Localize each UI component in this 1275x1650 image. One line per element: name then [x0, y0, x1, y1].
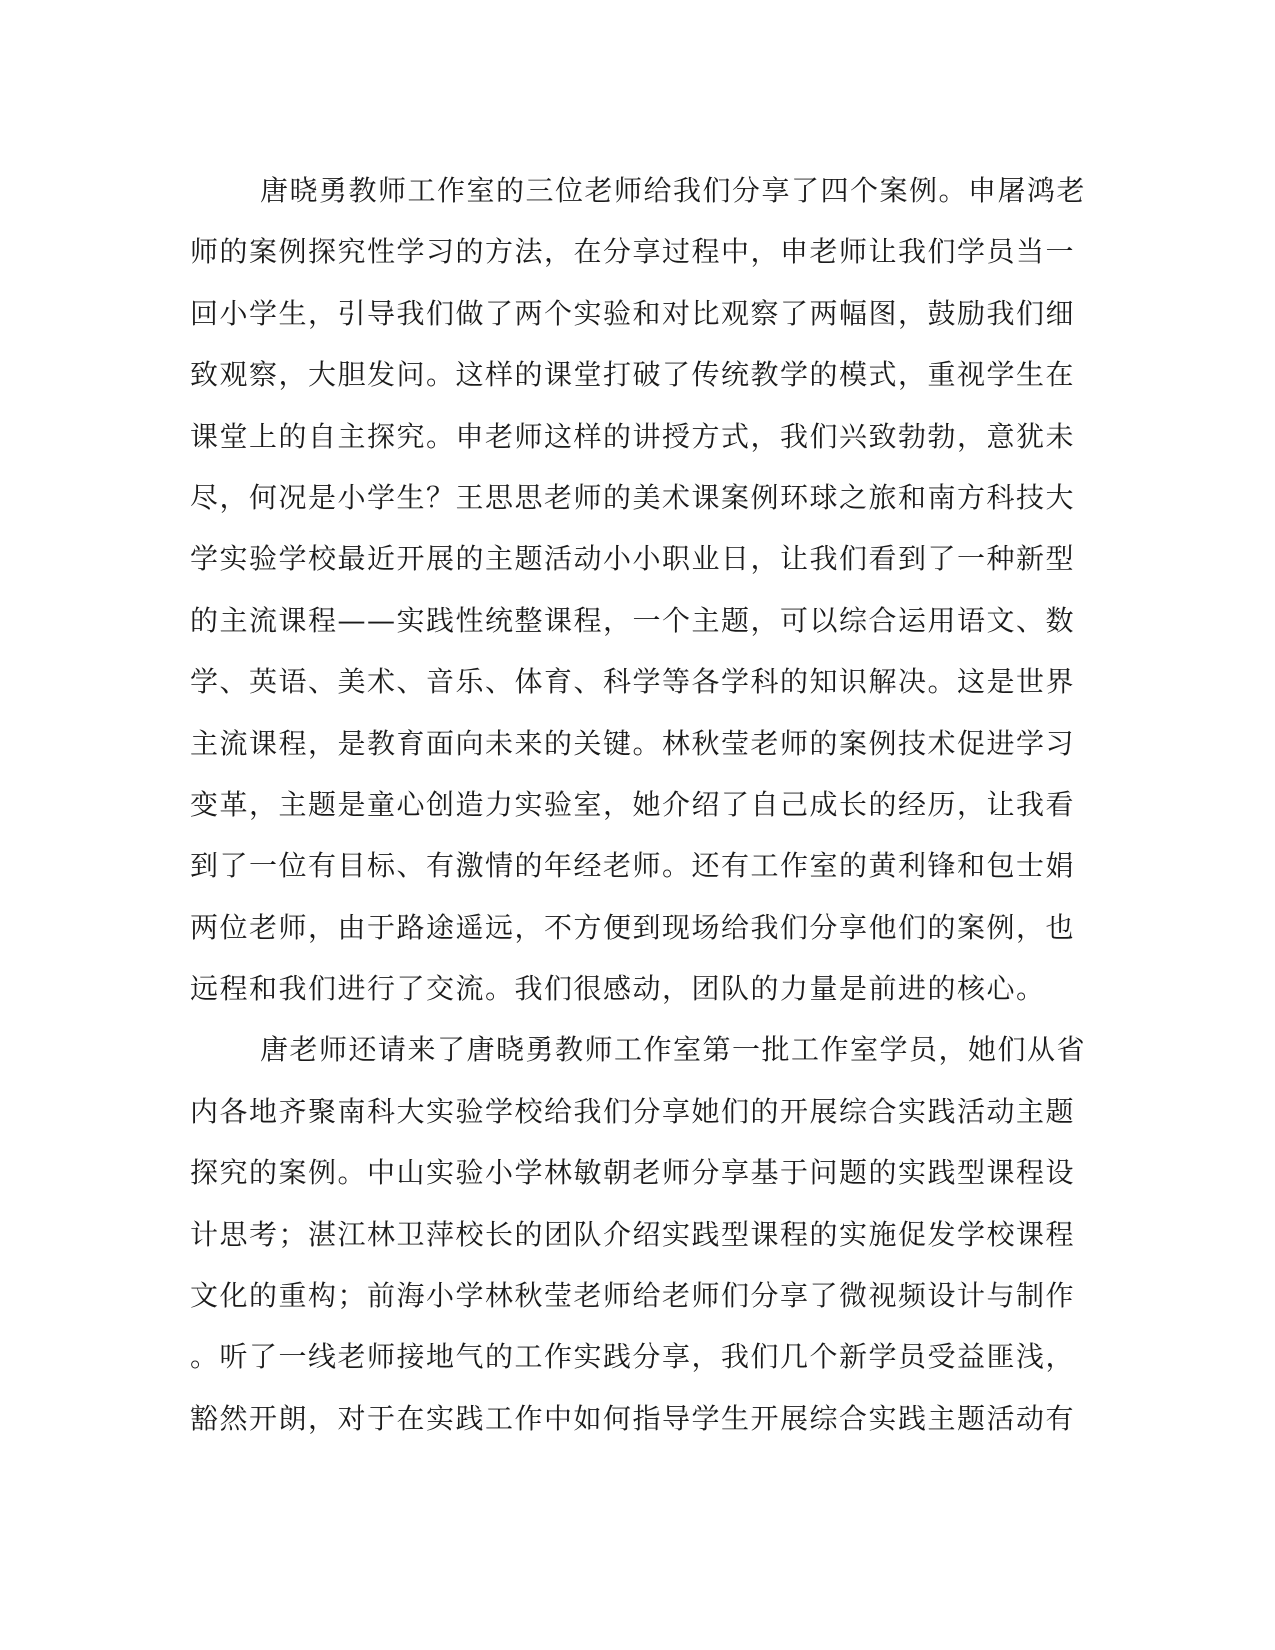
- paragraph-1-line-10: 主流课程，是教育面向未来的关键。林秋莹老师的案例技术促进学习: [190, 726, 1076, 760]
- paragraph-1-line-12: 到了一位有目标、有激情的年经老师。还有工作室的黄利锋和包士娟: [190, 849, 1076, 883]
- paragraph-2-line-5: 文化的重构；前海小学林秋莹老师给老师们分享了微视频设计与制作: [190, 1279, 1076, 1313]
- paragraph-2-line-7: 豁然开朗，对于在实践工作中如何指导学生开展综合实践主题活动有: [190, 1401, 1076, 1435]
- paragraph-2-line-1: 唐老师还请来了唐晓勇教师工作室第一批工作室学员，她们从省: [260, 1033, 1087, 1067]
- paragraph-1-line-14: 远程和我们进行了交流。我们很感动，团队的力量是前进的核心。: [190, 972, 1046, 1006]
- paragraph-1-line-11: 变革，主题是童心创造力实验室，她介绍了自己成长的经历，让我看: [190, 787, 1076, 821]
- paragraph-2-line-6: 。听了一线老师接地气的工作实践分享，我们几个新学员受益匪浅，: [190, 1340, 1076, 1374]
- paragraph-1-line-5: 课堂上的自主探究。申老师这样的讲授方式，我们兴致勃勃，意犹未: [190, 419, 1076, 453]
- paragraph-2-line-4: 计思考；湛江林卫萍校长的团队介绍实践型课程的实施促发学校课程: [190, 1217, 1076, 1251]
- paragraph-1-line-3: 回小学生，引导我们做了两个实验和对比观察了两幅图，鼓励我们细: [190, 296, 1076, 330]
- paragraph-1-line-9: 学、英语、美术、音乐、体育、科学等各学科的知识解决。这是世界: [190, 665, 1076, 699]
- paragraph-1-line-6: 尽，何况是小学生？王思思老师的美术课案例环球之旅和南方科技大: [190, 480, 1076, 514]
- paragraph-1-line-13: 两位老师，由于路途遥远，不方便到现场给我们分享他们的案例，也: [190, 910, 1076, 944]
- paragraph-1-line-1: 唐晓勇教师工作室的三位老师给我们分享了四个案例。申屠鸿老: [260, 174, 1087, 207]
- paragraph-1-line-4: 致观察，大胆发问。这样的课堂打破了传统教学的模式，重视学生在: [190, 358, 1076, 392]
- document-body: [190, 160, 1087, 1449]
- paragraph-1-line-8: 的主流课程——实践性统整课程，一个主题，可以综合运用语文、数: [190, 603, 1076, 637]
- paragraph-1-line-2: 师的案例探究性学习的方法，在分享过程中，申老师让我们学员当一: [190, 235, 1076, 269]
- paragraph-1-line-7: 学实验学校最近开展的主题活动小小职业日，让我们看到了一种新型: [190, 542, 1076, 576]
- paragraph-2-line-3: 探究的案例。中山实验小学林敏朝老师分享基于问题的实践型课程设: [190, 1156, 1076, 1190]
- paragraph-2-line-2: 内各地齐聚南科大实验学校给我们分享她们的开展综合实践活动主题: [190, 1094, 1076, 1128]
